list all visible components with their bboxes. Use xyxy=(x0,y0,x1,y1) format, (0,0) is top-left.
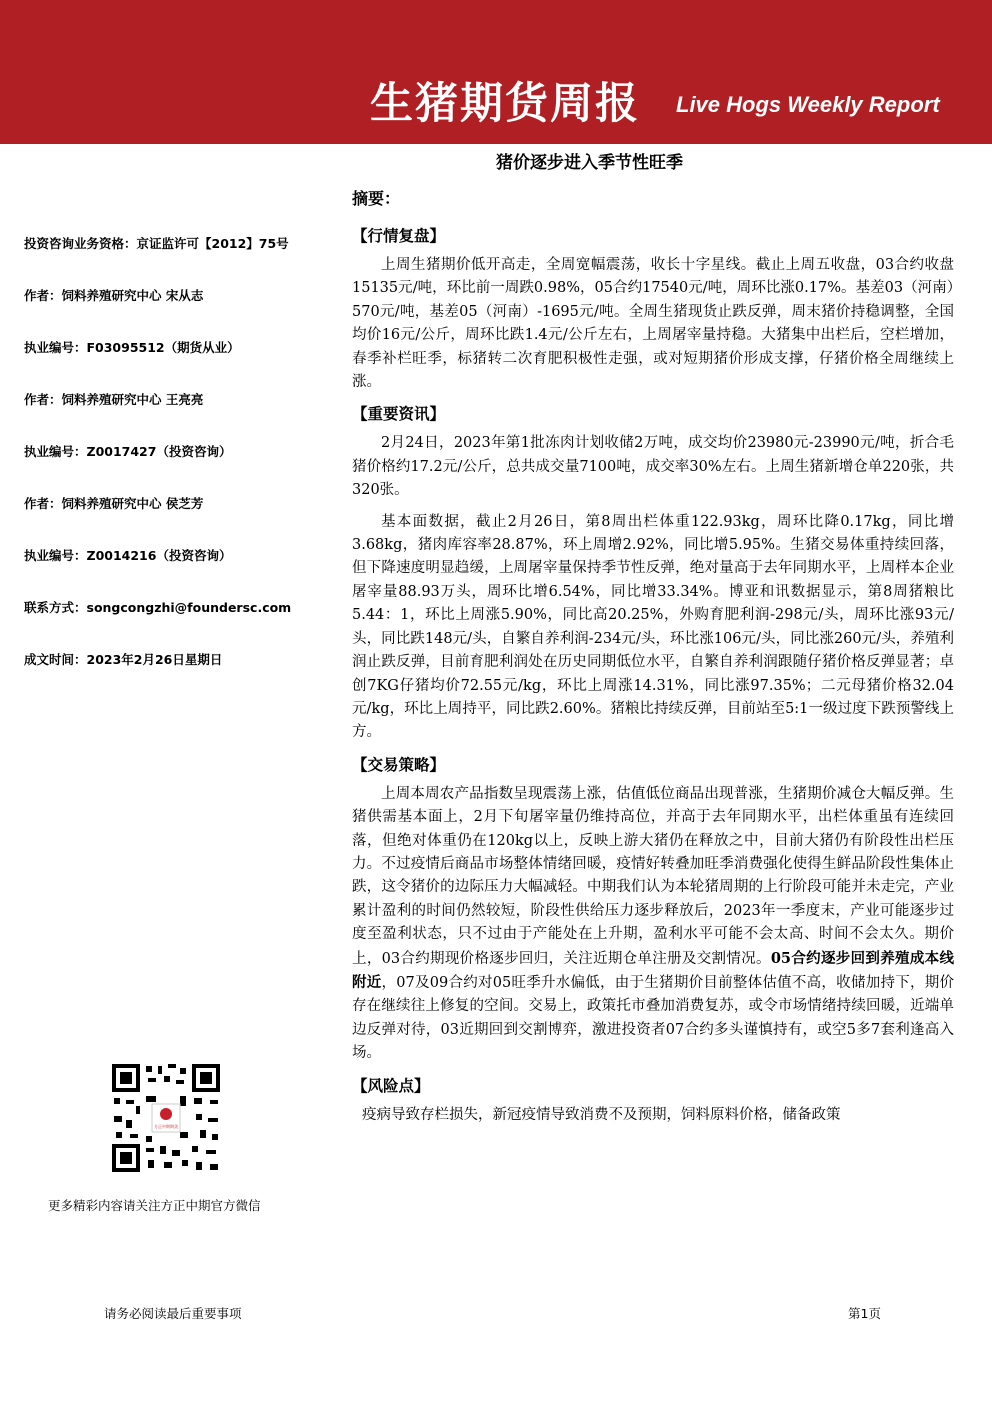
section-market-review: 【行情复盘】 xyxy=(352,227,446,245)
report-title-en: Live Hogs Weekly Report xyxy=(676,92,940,117)
contact-info: 联系方式：songcongzhi@foundersc.com xyxy=(24,600,292,615)
summary-label: 摘要： xyxy=(352,189,401,208)
trading-strategy-paragraph xyxy=(352,783,954,1066)
strategy-emphasis: 05合约逐步回到养殖成本线附近 xyxy=(352,949,954,991)
strategy-text-c: ，07及09合约对05旺季升水偏低，由于生猪期价目前整体估值不高，收储加持下，期价存在继续往上修复的空间。交易上，政策托市叠加消费复苏，或令市场情绪持续回暖，近端单边反弹对待，03近期回到交割博弈，激进投资者07合约多头谨慎持有，或空5多7套利逢高入场。 xyxy=(352,974,955,1062)
author-1: 作者：饲料养殖研究中心 宋从志 xyxy=(24,288,204,303)
key-news-paragraph-1: 2月24日，2023年第1批冻肉计划收储2万吨，成交均价23980元-23990元/吨，折合毛猪价格约17.2元/公斤，总共成交量7100吨，成交率30%左右。上周生猪新增仓单220张，共320张。 xyxy=(352,435,954,499)
header-banner xyxy=(0,0,992,144)
section-key-news: 【重要资讯】 xyxy=(352,405,446,424)
section-risk: 【风险点】 xyxy=(352,1076,430,1095)
market-review-paragraph: 上周生猪期价低开高走，全周宽幅震荡，收长十字星线。截止上周五收盘，03合约收盘15135元/吨，环比前一周跌0.98%，05合约17540元/吨，周环比涨0.17%。基差03（河南）570元/吨，基差05（河南）-1695元/吨。全周生猪现货止跌反弹，周末猪价持稳调整，全国均价16元/公斤，周环比跌1.4元/公斤左右，上周屠宰量持稳。大猪集中出栏后，空栏增加，春季补栏旺季，标猪转二次育肥积极性走强，或对短期猪价形成支撑，仔猪价格全周继续上涨。 xyxy=(352,257,954,391)
qr-code-image xyxy=(110,1062,222,1174)
section-trading-strategy: 【交易策略】 xyxy=(352,755,446,774)
report-title-cn: 生猪期货周报 xyxy=(370,79,640,129)
qr-logo-text: 方正中期期货 xyxy=(154,1124,178,1129)
qr-caption: 更多精彩内容请关注方正中期官方微信 xyxy=(48,1198,261,1213)
key-news-paragraph-2: 基本面数据，截止2月26日，第8周出栏体重122.93kg，周环比降0.17kg，同比增3.68kg，猪肉库容率28.87%，环上周增2.92%，同比增5.95%。生猪交易体重持续回落，但下降速度明显趋缓，上周屠宰量保持季节性反弹，绝对量高于去年同期水平，上周样本企业屠宰量88.93万头，周环比增6.54%，同比增33.34%。博亚和讯数据显示，第8周猪粮比5.44：1，环比上周涨5.90%，同比高20.25%，外购育肥利润-298元/头，周环比涨93元/头，同比跌148元/头，自繁自养利润-234元/头，环比涨106元/头，同比涨260元/头，养殖利润止跌反弹，目前育肥利润处在历史同期低位水平，自繁自养利润跟随仔猪价格反弹显著；卓创7KG仔猪均价72.55元/kg，环比上周涨14.31%，同比涨97.35%；二元母猪价格32.04元/kg，环比上周持平，同比跌2.60%。猪粮比持续反弹，目前站至5:1一级过度下跌预警线上方。 xyxy=(352,513,954,741)
document-subtitle: 猪价逐步进入季节性旺季 xyxy=(496,153,683,173)
footer-notice: 请务必阅读最后重要事项 xyxy=(104,1306,242,1321)
publish-date: 成文时间：2023年2月26日星期日 xyxy=(24,652,223,667)
license-info: 投资咨询业务资格：京证监许可【2012】75号 xyxy=(24,236,289,251)
author-1-id: 执业编号：F03095512（期货从业） xyxy=(24,340,240,355)
author-3-id: 执业编号：Z0014216（投资咨询） xyxy=(24,548,232,563)
report-body xyxy=(352,186,954,1135)
author-info-panel xyxy=(24,234,334,702)
strategy-text-a: 上周本周农产品指数呈现震荡上涨，估值低位商品出现普涨，生猪期价减仓大幅反弹。生猪供需基本面上，2月下旬屠宰量仍维持高位，并高于去年同期水平，出栏体重虽有连续回落，但绝对体重仍在120kg以上，反映上游大猪仍在释放之中，目前大猪仍有阶段性出栏压力。不过疫情后商品市场整体情绪回暖，疫情好转叠加旺季消费强化使得生鲜品阶段性集体止跌，这令猪价的边际压力大幅减轻。中期我们认为本轮猪周期的上行阶段可能并未走完，产业累计盈利的时间仍然较短，阶段性供给压力逐步释放后，2023年一季度末，产业可能逐步过度至盈利状态，只不过由于产能处在上升期，盈利水平可能不会太高、时间不会太久。期价上，03合约期现价格逐步回归，关注近期仓单注册及交割情况。 xyxy=(352,785,954,967)
author-3: 作者：饲料养殖研究中心 侯芝芳 xyxy=(24,496,204,511)
page-number: 第1页 xyxy=(848,1306,881,1321)
risk-paragraph: 疫病导致存栏损失，新冠疫情导致消费不及预期，饲料原料价格，储备政策 xyxy=(362,1106,841,1123)
author-2-id: 执业编号：Z0017427（投资咨询） xyxy=(24,444,232,459)
author-2: 作者：饲料养殖研究中心 王亮亮 xyxy=(24,392,204,407)
